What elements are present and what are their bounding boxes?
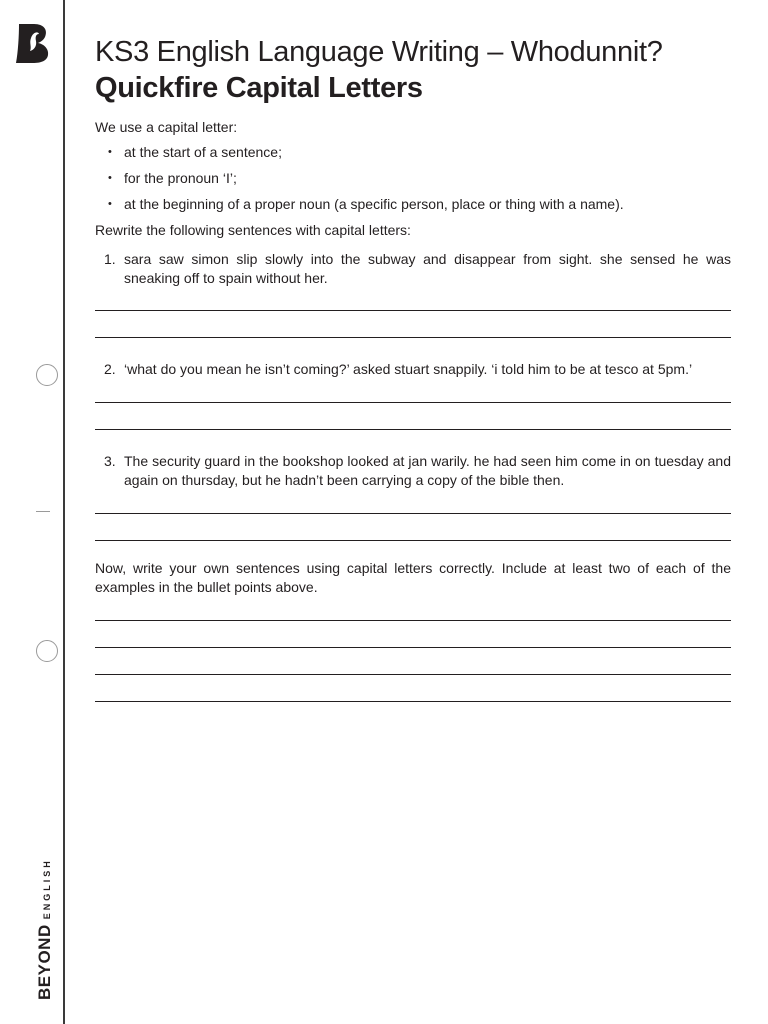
writing-line[interactable] — [95, 513, 731, 514]
rules-list — [95, 143, 731, 214]
question-1 — [95, 250, 731, 288]
brand-sub: ENGLISH — [42, 858, 52, 920]
instruction-text: Rewrite the following sentences with capital letters: — [95, 222, 411, 238]
writing-line[interactable] — [95, 402, 731, 403]
brand-wordmark — [35, 858, 55, 1000]
question-number: 1. — [104, 251, 116, 267]
margin-rule — [63, 0, 65, 1024]
writing-line[interactable] — [95, 540, 731, 541]
question-text: ‘what do you mean he isn’t coming?’ asked stuart snappily. ‘i told him to be at tesco at 5pm.’ — [124, 361, 693, 377]
beyond-logo-icon — [14, 22, 52, 64]
question-3 — [95, 452, 731, 490]
page-subtitle: Quickfire Capital Letters — [95, 72, 423, 104]
punch-hole-bottom — [36, 640, 58, 662]
question-number: 3. — [104, 453, 116, 469]
intro-text: We use a capital letter: — [95, 119, 238, 135]
writing-line[interactable] — [95, 310, 731, 311]
writing-line[interactable] — [95, 674, 731, 675]
question-number: 2. — [104, 361, 116, 377]
fold-mark — [36, 511, 50, 512]
writing-line[interactable] — [95, 620, 731, 621]
worksheet-content — [95, 34, 731, 702]
question-text: The security guard in the bookshop looked at jan warily. he had seen him come in on tuesday and again on thursday, but he hadn’t been carrying a copy of the bible then. — [124, 453, 731, 488]
question-2 — [95, 360, 731, 379]
final-instruction: Now, write your own sentences using capital letters correctly. Include at least two of each of the examples in the bullet points above. — [95, 560, 731, 595]
writing-line[interactable] — [95, 701, 731, 702]
writing-line[interactable] — [95, 337, 731, 338]
list-item: • at the start of a sentence; — [95, 143, 731, 162]
list-item: • at the beginning of a proper noun (a specific person, place or thing with a name). — [95, 195, 731, 214]
writing-line[interactable] — [95, 429, 731, 430]
page-title: KS3 English Language Writing – Whodunnit? — [95, 36, 663, 68]
writing-line[interactable] — [95, 647, 731, 648]
punch-hole-top — [36, 364, 58, 386]
list-item: • for the pronoun ‘I’; — [95, 169, 731, 188]
question-text: sara saw simon slip slowly into the subway and disappear from sight. she sensed he was sneaking off to spain without her. — [124, 251, 731, 286]
brand-main: BEYOND — [35, 924, 54, 1000]
